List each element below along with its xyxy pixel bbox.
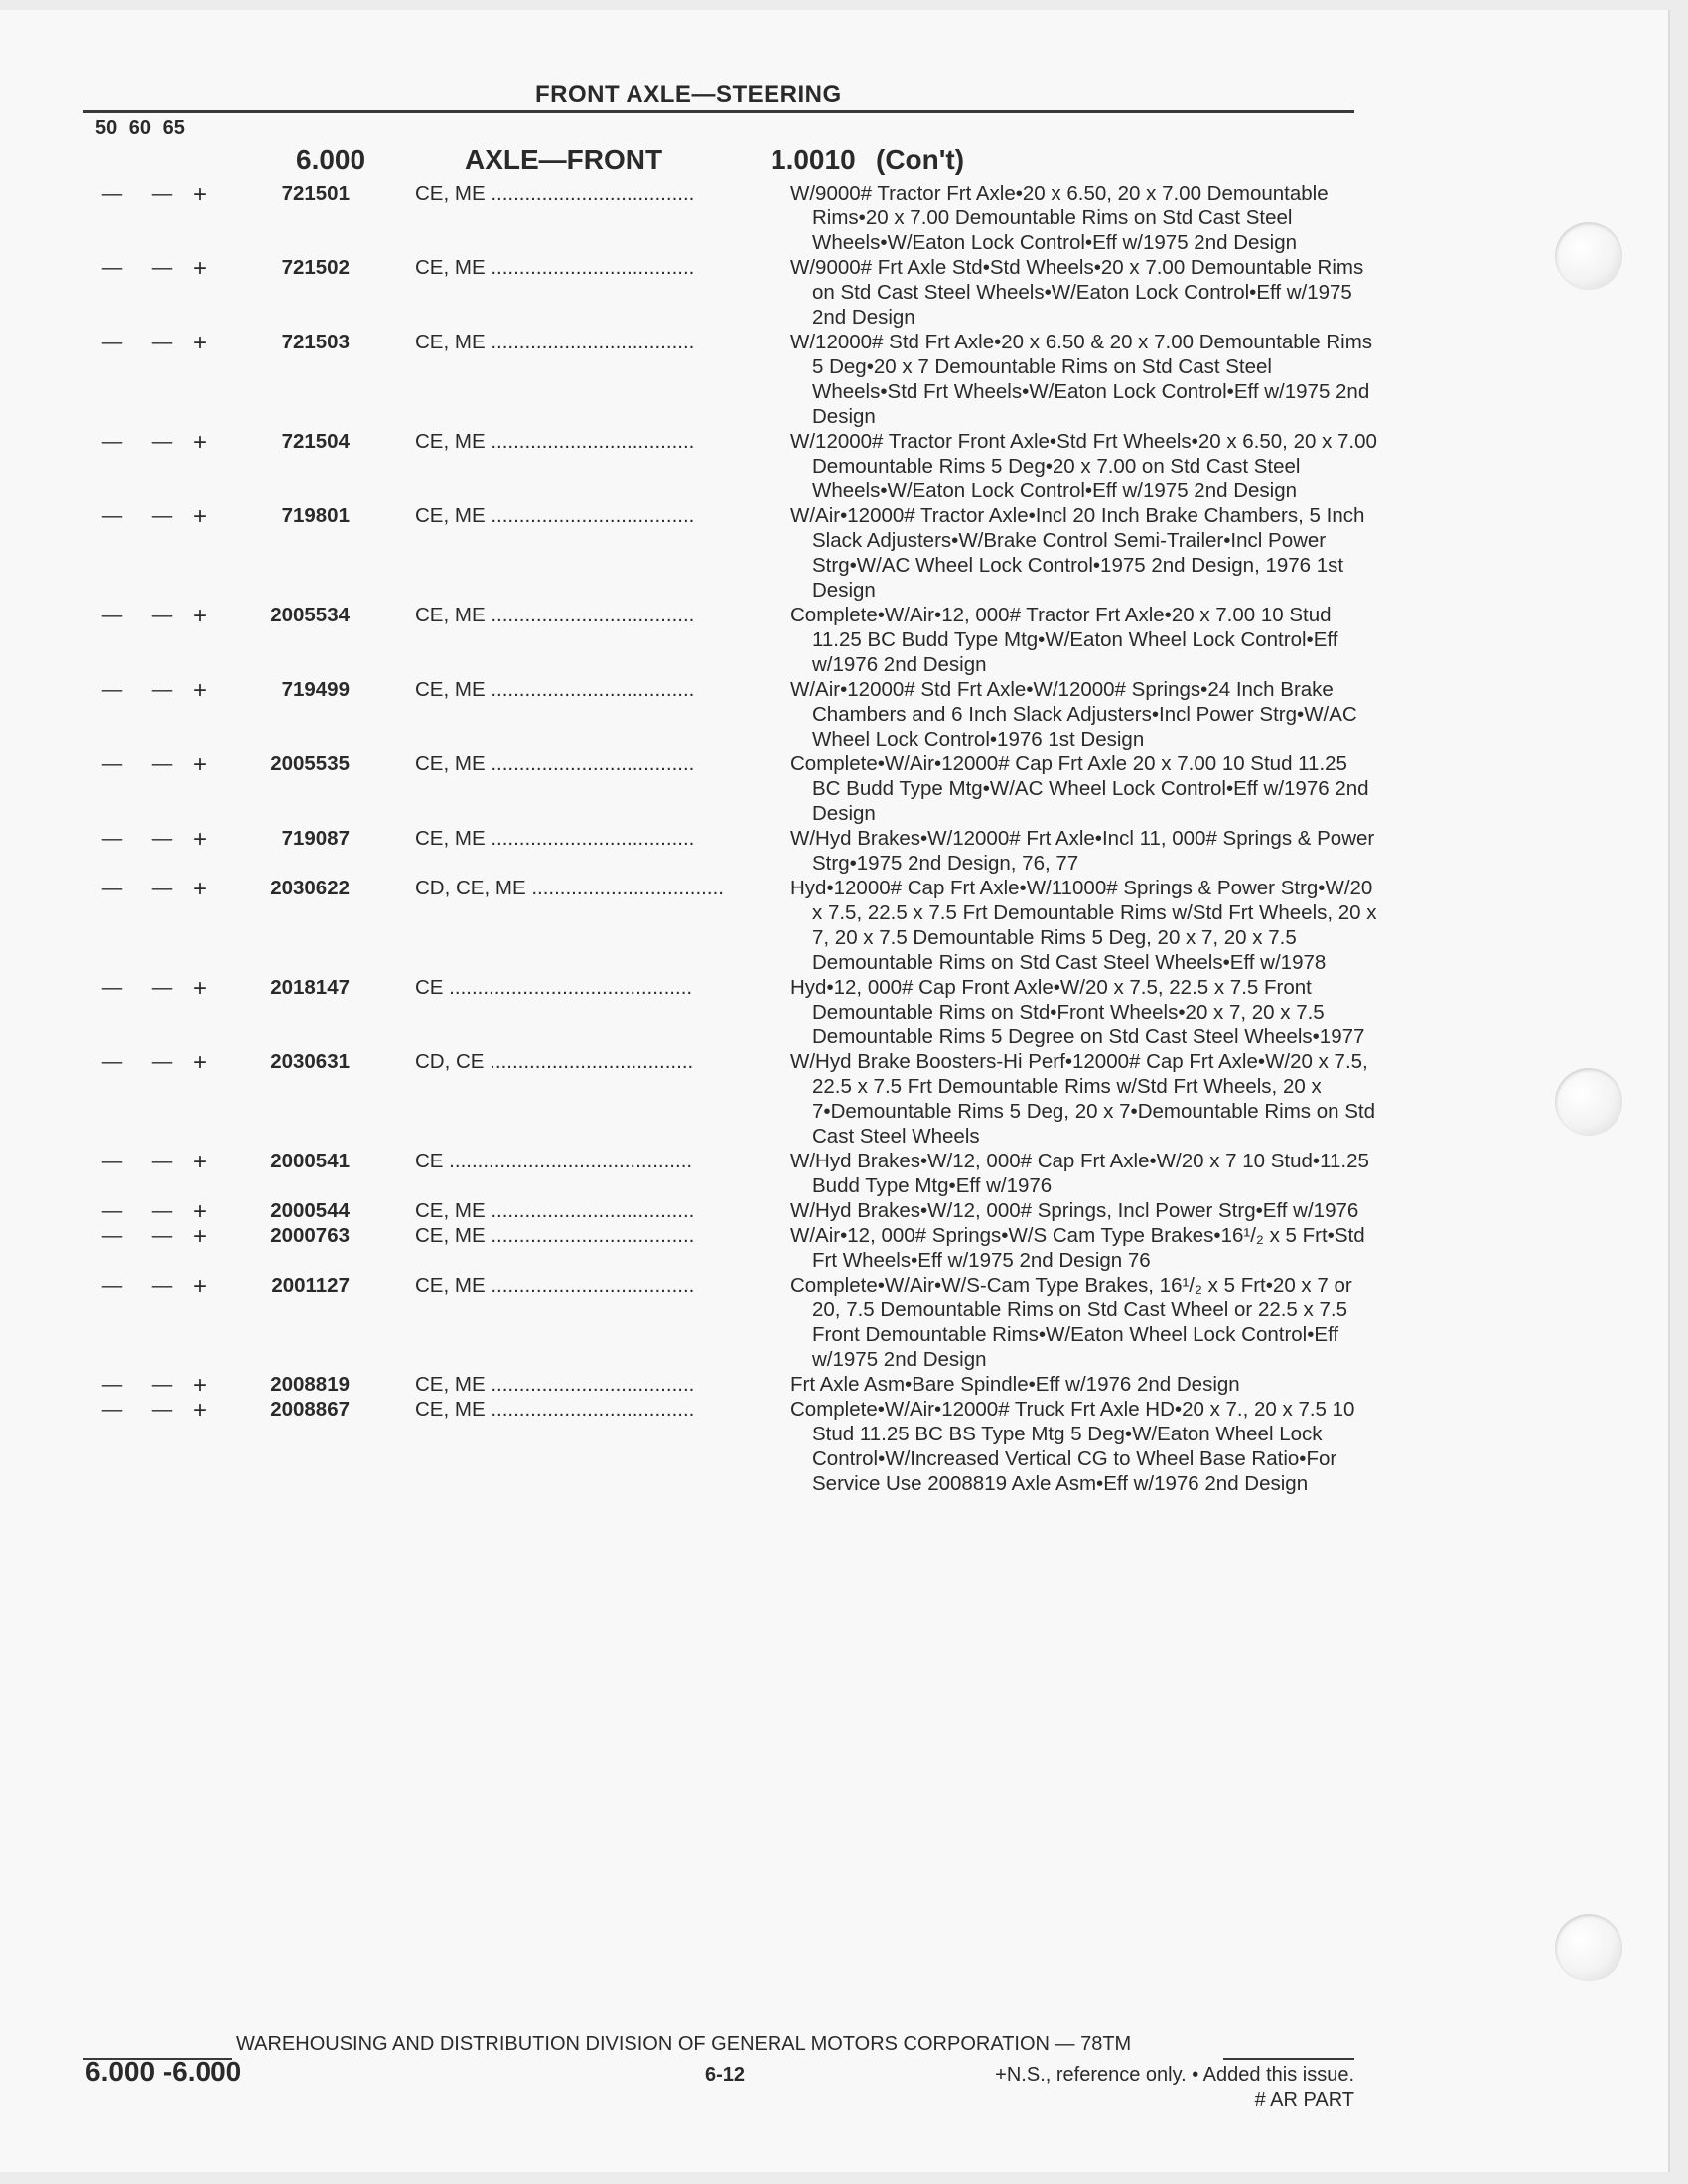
year-65-mark: + (192, 1273, 207, 1299)
part-description: W/9000# Frt Axle Std•Std Wheels•20 x 7.00 Demountable Rims on Std Cast Steel Wheels•W/Eaton Lock Control•Eff w/1975 2nd Design (790, 256, 1364, 329)
year-65-mark: + (192, 876, 207, 902)
year-65-mark: + (192, 975, 207, 1002)
part-number: 2030622 (270, 877, 350, 899)
part-description: W/Air•12, 000# Springs•W/S Cam Type Brakes•16¹/₂ x 5 Frt•Std Frt Wheels•Eff w/1975 2nd Design 76 (790, 1224, 1365, 1272)
year-50-mark: — (101, 976, 123, 999)
title-rule (83, 110, 1354, 113)
part-description: W/9000# Tractor Frt Axle•20 x 6.50, 20 x 7.00 Demountable Rims•20 x 7.00 Demountable Rims on Std Cast Steel Wheels•W/Eaton Lock Control•Eff w/1975 2nd Design (790, 182, 1329, 254)
year-65-mark: + (192, 1223, 207, 1250)
year-60-mark: — (151, 430, 173, 453)
year-65-mark: + (192, 826, 207, 853)
year-60-mark: — (151, 331, 173, 353)
table-row (0, 1397, 1668, 1496)
table-row (0, 975, 1668, 1049)
part-number: 721504 (281, 430, 350, 453)
year-50-mark: — (101, 331, 123, 353)
part-number: 2018147 (270, 976, 350, 999)
model-codes: CE, ME .................................... (415, 504, 695, 527)
footer-legend-line2: # AR PART (1254, 2089, 1354, 2111)
table-row (0, 1149, 1668, 1198)
year-60-mark: — (151, 827, 173, 850)
section-continued: (Con't) (876, 144, 965, 175)
part-number: 2005535 (270, 752, 350, 775)
model-years-header: 50 60 65 (95, 117, 185, 139)
part-description: W/Hyd Brakes•W/12, 000# Springs, Incl Power Strg•Eff w/1976 (790, 1199, 1359, 1222)
year-60-mark: — (151, 256, 173, 279)
year-60-mark: — (151, 182, 173, 205)
model-codes: CE, ME .................................... (415, 430, 695, 453)
table-row (0, 603, 1668, 677)
model-codes: CE, ME .................................... (415, 1199, 695, 1222)
part-description: W/Air•12000# Std Frt Axle•W/12000# Springs•24 Inch Brake Chambers and 6 Inch Slack Adjusters•Incl Power Strg•W/AC Wheel Lock Control•1976 1st Design (790, 678, 1357, 751)
table-row (0, 1372, 1668, 1397)
part-description: Hyd•12, 000# Cap Front Axle•W/20 x 7.5, 22.5 x 7.5 Front Demountable Rims on Std•Front Wheels•20 x 7, 20 x 7.5 Demountable Rims 5 Degree on Std Cast Steel Wheels•1977 (790, 976, 1365, 1048)
year-65-mark: + (192, 1049, 207, 1076)
year-65-mark: + (192, 603, 207, 629)
section-code: 1.0010 (771, 144, 856, 175)
year-65-mark: + (192, 751, 207, 778)
year-60-mark: — (151, 752, 173, 775)
year-60-mark: — (151, 1050, 173, 1073)
year-60-mark: — (151, 1150, 173, 1172)
table-row (0, 826, 1668, 876)
part-description: Complete•W/Air•W/S-Cam Type Brakes, 16¹/₂ x 5 Frt•20 x 7 or 20, 7.5 Demountable Rims on Std Cast Wheel or 22.5 x 7.5 Front Demountable Rims•W/Eaton Wheel Lock Control•Eff w/1975 2nd Design (790, 1274, 1352, 1371)
year-50-mark: — (101, 504, 123, 527)
year-50-mark: — (101, 182, 123, 205)
model-codes: CE, ME .................................... (415, 256, 695, 279)
part-number: 721502 (281, 256, 350, 279)
model-codes: CD, CE .................................... (415, 1050, 694, 1073)
model-codes: CE, ME .................................... (415, 604, 695, 626)
year-65-mark: + (192, 255, 207, 282)
model-codes: CE, ME .................................... (415, 331, 695, 353)
part-number: 2008819 (270, 1373, 350, 1396)
page-title: FRONT AXLE—STEERING (535, 81, 842, 108)
table-row (0, 503, 1668, 603)
year-65-mark: + (192, 429, 207, 456)
part-number: 721501 (281, 182, 350, 205)
year-50-mark: — (101, 1398, 123, 1421)
model-codes: CE, ME .................................... (415, 827, 695, 850)
part-number: 2008867 (270, 1398, 350, 1421)
year-65-mark: + (192, 1397, 207, 1424)
part-number: 2030631 (270, 1050, 350, 1073)
model-codes: CE, ME .................................... (415, 1224, 695, 1247)
section-number: 6.000 (296, 144, 366, 175)
year-50-mark: — (101, 827, 123, 850)
part-description: W/12000# Tractor Front Axle•Std Frt Wheels•20 x 6.50, 20 x 7.00 Demountable Rims 5 Deg•20 x 7.00 on Std Cast Steel Wheels•W/Eaton Lock Control•Eff w/1975 2nd Design (790, 430, 1377, 502)
part-description: W/Hyd Brakes•W/12000# Frt Axle•Incl 11, 000# Springs & Power Strg•1975 2nd Design, 76, 77 (790, 827, 1375, 875)
part-description: Hyd•12000# Cap Frt Axle•W/11000# Springs & Power Strg•W/20 x 7.5, 22.5 x 7.5 Frt Demountable Rims w/Std Frt Wheels, 20 x 7, 20 x 7.5 Demountable Rims 5 Deg, 20 x 7, 20 x 7.5 Demountable Rims on Std Cast Steel Wheels•Eff w/1978 (790, 877, 1377, 974)
year-65-mark: + (192, 1149, 207, 1175)
model-codes: CE, ME .................................... (415, 1373, 695, 1396)
part-number: 2000763 (270, 1224, 350, 1247)
year-50-mark: — (101, 256, 123, 279)
year-50-mark: — (101, 1150, 123, 1172)
year-50-mark: — (101, 604, 123, 626)
part-description: Complete•W/Air•12, 000# Tractor Frt Axle•20 x 7.00 10 Stud 11.25 BC Budd Type Mtg•W/Eaton Wheel Lock Control•Eff w/1976 2nd Design (790, 604, 1338, 676)
part-description: W/Air•12000# Tractor Axle•Incl 20 Inch Brake Chambers, 5 Inch Slack Adjusters•W/Brake Control Semi-Trailer•Incl Power Strg•W/AC Wheel Lock Control•1975 2nd Design, 1976 1st Design (790, 504, 1365, 602)
year-50-mark: — (101, 1224, 123, 1247)
year-50-mark: — (101, 678, 123, 701)
model-codes: CD, CE, ME .................................. (415, 877, 724, 899)
year-50-mark: — (101, 430, 123, 453)
table-row (0, 330, 1668, 429)
part-description: W/Hyd Brake Boosters-Hi Perf•12000# Cap Frt Axle•W/20 x 7.5, 22.5 x 7.5 Frt Demountable Rims w/Std Frt Wheels, 20 x 7•Demountable Rims 5 Deg, 20 x 7•Demountable Rims on Std Cast Steel Wheels (790, 1050, 1375, 1148)
year-60-mark: — (151, 678, 173, 701)
year-50-mark: — (101, 1274, 123, 1297)
year-60-mark: — (151, 877, 173, 899)
table-row (0, 876, 1668, 975)
model-codes: CE, ME .................................... (415, 182, 695, 205)
part-number: 719499 (281, 678, 350, 701)
table-row (0, 751, 1668, 826)
year-65-mark: + (192, 503, 207, 530)
table-row (0, 181, 1668, 255)
year-60-mark: — (151, 1274, 173, 1297)
part-number: 2001127 (271, 1274, 350, 1297)
table-row (0, 1273, 1668, 1372)
page-code: 6.000 -6.000 (85, 2056, 242, 2087)
year-65-mark: + (192, 330, 207, 356)
year-60-mark: — (151, 604, 173, 626)
part-description: Complete•W/Air•12000# Truck Frt Axle HD•20 x 7., 20 x 7.5 10 Stud 11.25 BC BS Type Mtg 5 Deg•W/Eaton Wheel Lock Control•W/Increased Vertical CG to Wheel Base Ratio•For Service Use 2008819 Axle Asm•Eff w/1976 2nd Design (790, 1398, 1355, 1495)
part-number: 719801 (281, 504, 350, 527)
part-description: Complete•W/Air•12000# Cap Frt Axle 20 x 7.00 10 Stud 11.25 BC Budd Type Mtg•W/AC Wheel Lock Control•Eff w/1976 2nd Design (790, 752, 1369, 825)
section-name: AXLE—FRONT (465, 144, 663, 175)
year-50-mark: — (101, 1050, 123, 1073)
year-50-mark: — (101, 752, 123, 775)
punch-hole-bottom (1555, 1914, 1622, 1981)
model-codes: CE ........................................... (415, 976, 693, 999)
part-description: W/Hyd Brakes•W/12, 000# Cap Frt Axle•W/20 x 7 10 Stud•11.25 Budd Type Mtg•Eff w/1976 (790, 1150, 1369, 1197)
year-65-mark: + (192, 1198, 207, 1225)
model-codes: CE, ME .................................... (415, 1398, 695, 1421)
part-number: 2005534 (270, 604, 350, 626)
year-65-mark: + (192, 1372, 207, 1399)
year-50-mark: — (101, 877, 123, 899)
footer-rule-right (1223, 2058, 1354, 2060)
table-row (0, 429, 1668, 503)
footer-legend-line1: +N.S., reference only. • Added this issue. (995, 2064, 1354, 2086)
year-60-mark: — (151, 1199, 173, 1222)
year-60-mark: — (151, 1224, 173, 1247)
part-number: 719087 (281, 827, 350, 850)
table-row (0, 1198, 1668, 1223)
year-65-mark: + (192, 677, 207, 704)
part-number: 721503 (281, 331, 350, 353)
year-60-mark: — (151, 1373, 173, 1396)
table-row (0, 1049, 1668, 1149)
model-codes: CE, ME .................................... (415, 1274, 695, 1297)
year-60-mark: — (151, 504, 173, 527)
model-codes: CE, ME .................................... (415, 678, 695, 701)
part-description: Frt Axle Asm•Bare Spindle•Eff w/1976 2nd Design (790, 1373, 1240, 1396)
part-number: 2000544 (270, 1199, 350, 1222)
table-row (0, 677, 1668, 751)
footer-publisher: WAREHOUSING AND DISTRIBUTION DIVISION OF GENERAL MOTORS CORPORATION — 78TM (236, 2033, 1132, 2055)
part-description: W/12000# Std Frt Axle•20 x 6.50 & 20 x 7.00 Demountable Rims 5 Deg•20 x 7 Demountable Rims on Std Cast Steel Wheels•Std Frt Wheels•W/Eaton Lock Control•Eff w/1975 2nd Design (790, 331, 1373, 428)
year-65-mark: + (192, 181, 207, 207)
page-number: 6-12 (705, 2064, 746, 2086)
model-codes: CE, ME .................................... (415, 752, 695, 775)
table-row (0, 1223, 1668, 1273)
parts-list (0, 181, 1668, 1496)
year-50-mark: — (101, 1373, 123, 1396)
part-number: 2000541 (270, 1150, 350, 1172)
year-60-mark: — (151, 976, 173, 999)
year-60-mark: — (151, 1398, 173, 1421)
model-codes: CE ........................................... (415, 1150, 693, 1172)
table-row (0, 255, 1668, 330)
year-50-mark: — (101, 1199, 123, 1222)
